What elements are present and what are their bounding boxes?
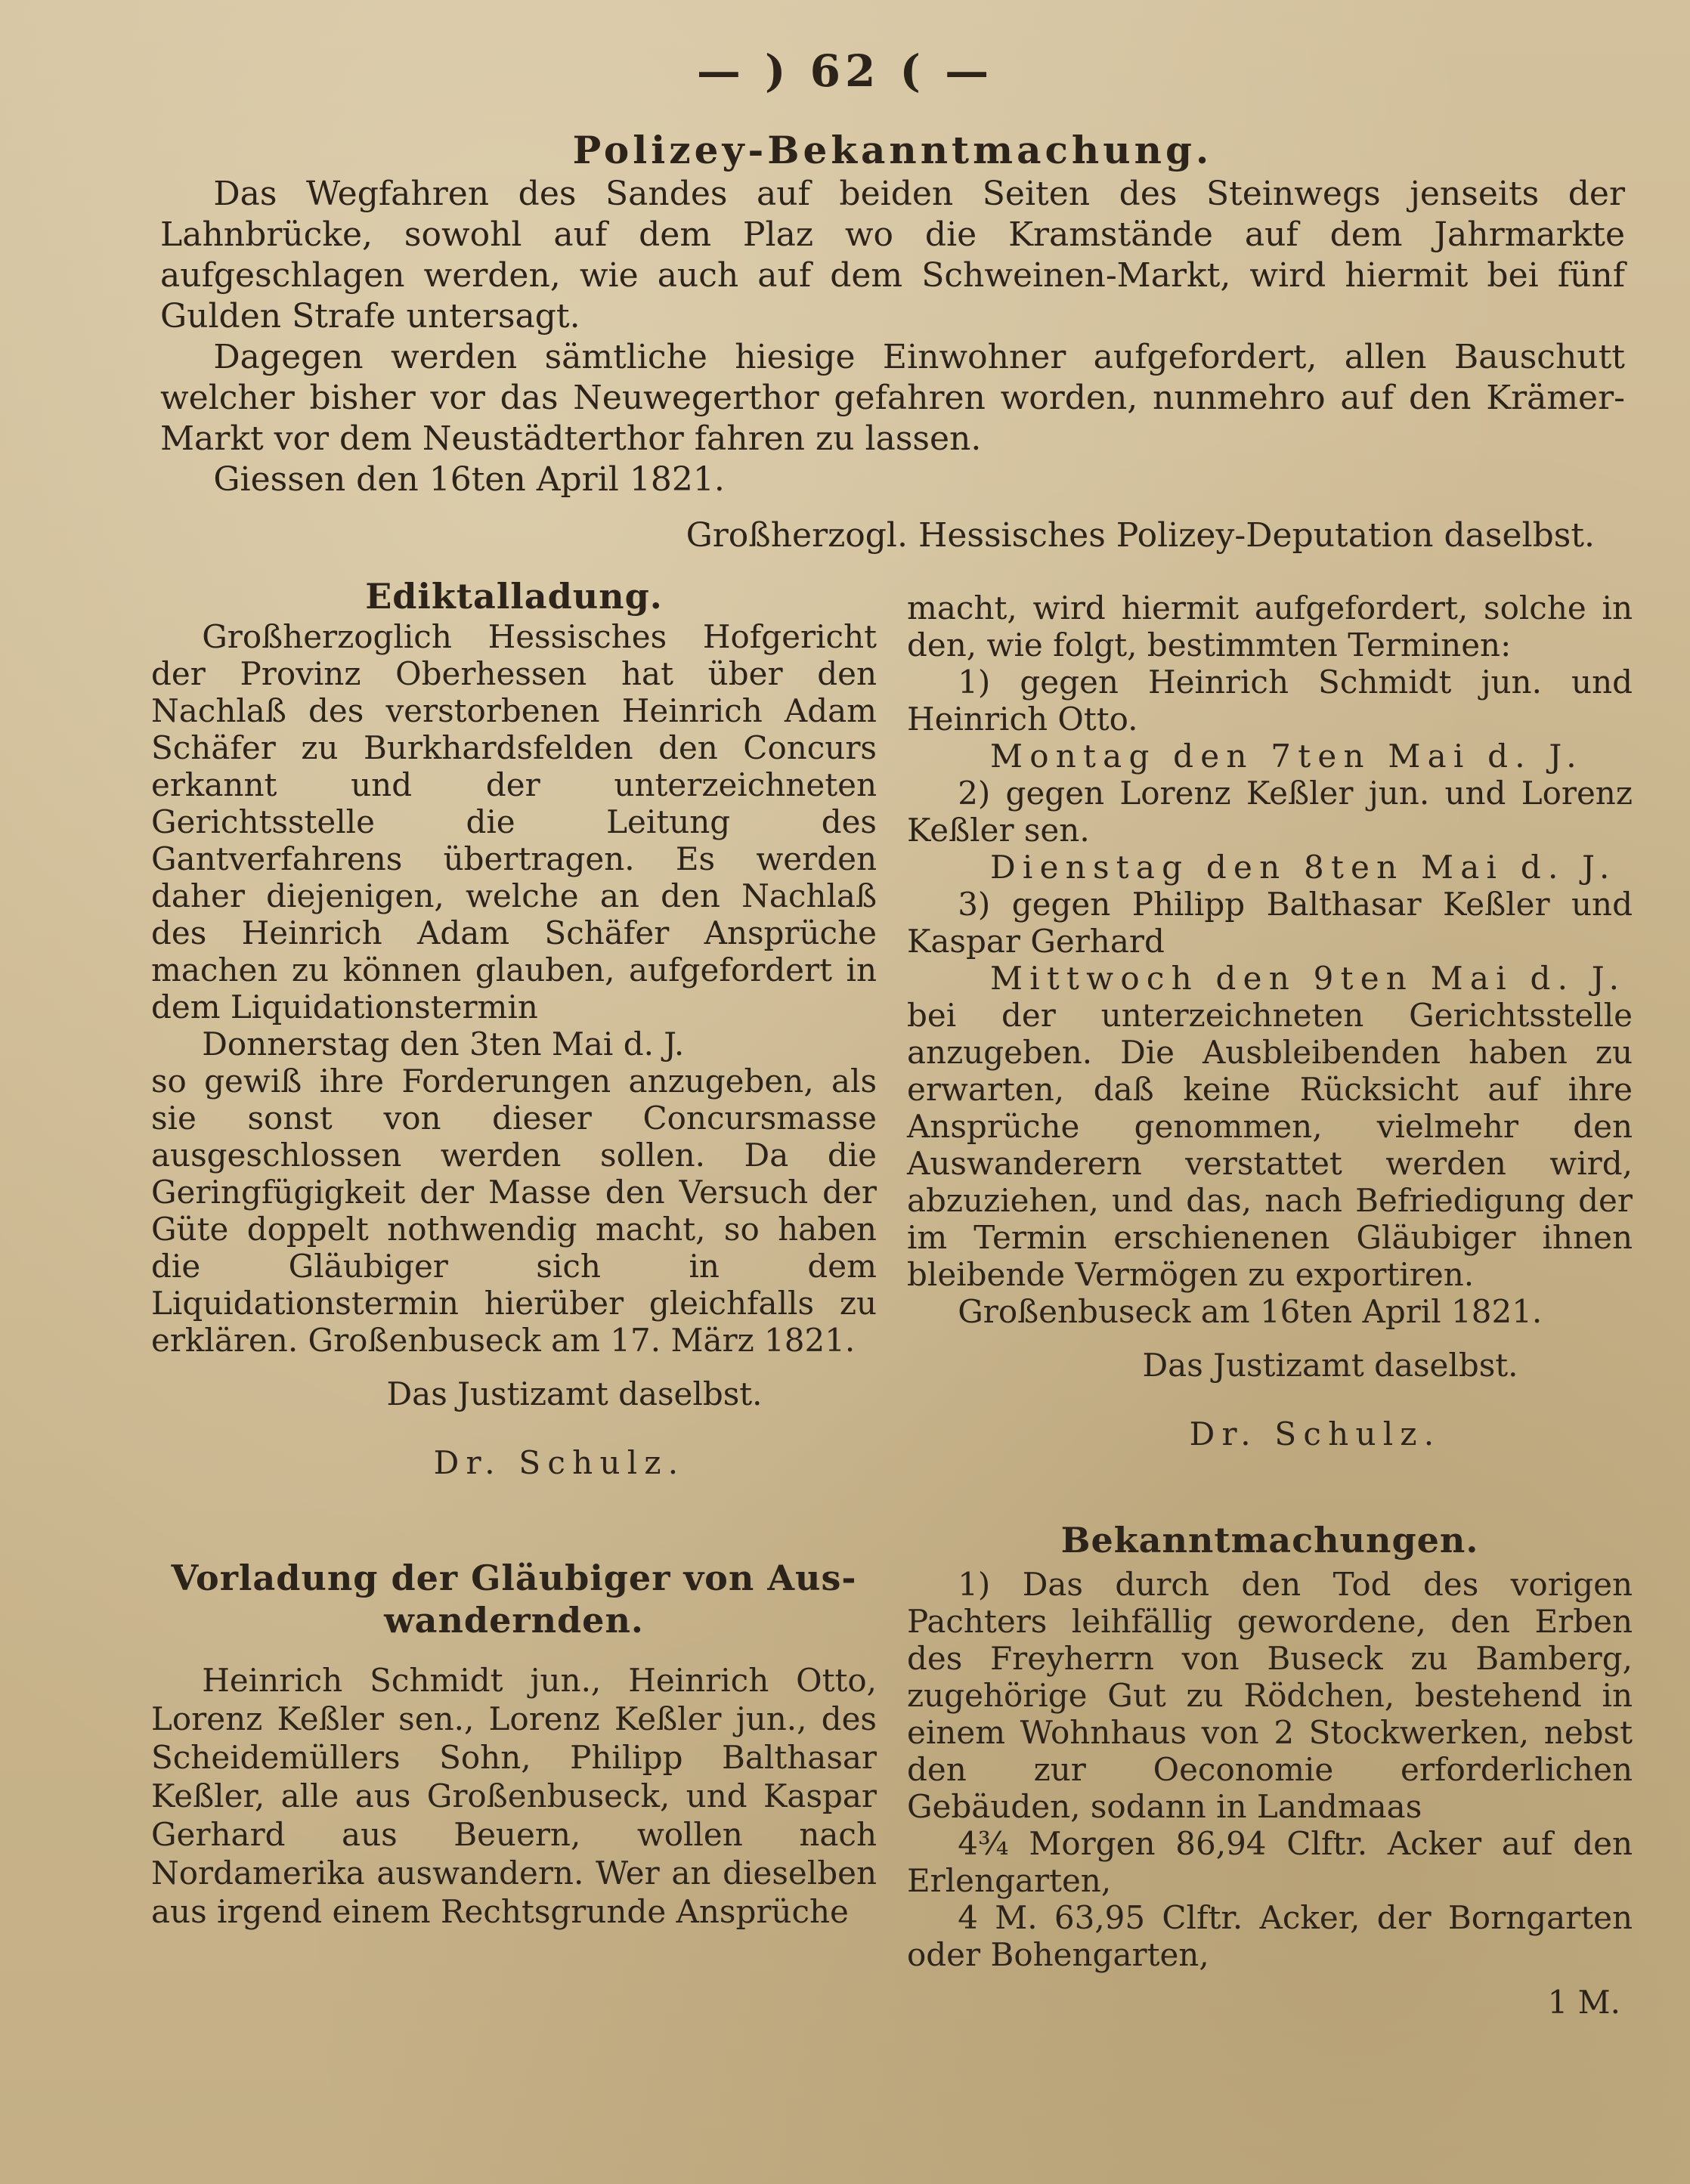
announcements-item-2: 4 M. 63,95 Clftr. Acker, der Borngarten oder Bohengarten, bbox=[907, 1899, 1633, 1973]
edict-summons-signature: Dr. Schulz. bbox=[433, 1444, 686, 1481]
edict-summons-term: Donnerstag den 3ten Mai d. J. bbox=[202, 1025, 685, 1063]
edict-summons bbox=[151, 574, 877, 1513]
police-notice-paragraph-1: Das Wegfahren des Sandes auf beiden Seiten des Steinwegs jenseits der Lahnbrücke, sowohl auf dem Plaz wo die Kramstände auf dem Jahrmarkte aufgeschlagen werden, wie auch auf dem Schweinen-Markt, wird hiermit bei fünf Gulden Strafe untersagt. bbox=[160, 175, 1625, 336]
creditor-summons-title-line-1: Vorladung der Gläubiger von Aus- bbox=[171, 1558, 857, 1598]
creditor-summons-continued bbox=[907, 589, 1633, 1484]
creditor-summons-term-3: 3) gegen Philipp Balthasar Keßler und Kaspar Gerhard bbox=[907, 886, 1633, 960]
police-notice-paragraph-2: Dagegen werden sämtliche hiesige Einwohner aufgefordert, allen Bauschutt welcher bisher vor das Neuwegerthor gefahren worden, nunmehro auf den Krämer-Markt vor dem Neustädterthor fahren zu lassen. bbox=[160, 338, 1625, 458]
creditor-summons-date-1: Montag den 7ten Mai d. J. bbox=[990, 738, 1583, 775]
announcements-catchword: 1 M. bbox=[1547, 1984, 1620, 2021]
creditor-summons-signature: Dr. Schulz. bbox=[1189, 1415, 1441, 1452]
announcements-body: 1) Das durch den Tod des vorigen Pachters leihfällig gewordene, den Erben des Freyherrn von Buseck zu Bamberg, zugehörige Gut zu Rödchen, bestehend in einem Wohnhaus von 2 Stockwerken, nebst den zur Oeconomie erforderlichen Gebäuden, sodann in Landmaas bbox=[907, 1566, 1633, 1825]
edict-summons-body: Großherzoglich Hessisches Hofgericht der Provinz Oberhessen hat über den Nachlaß des verstorbenen Heinrich Adam Schäfer zu Burkhardsfelden den Concurs erkannt und der unterzeichneten Gerichtsstelle die Leitung des Gantverfahrens übertragen. Es werden daher diejenigen, welche an den Nachlaß des Heinrich Adam Schäfer Ansprüche machen zu können glauben, aufgefordert in dem Liquidationstermin bbox=[151, 618, 877, 1025]
announcements-title: Bekanntmachungen. bbox=[1060, 1520, 1479, 1561]
creditor-summons-title-line-2: wandernden. bbox=[384, 1600, 644, 1641]
creditor-summons-body: Heinrich Schmidt jun., Heinrich Otto, Lorenz Keßler sen., Lorenz Keßler jun., des Scheidemüllers Sohn, Philipp Balthasar Keßler, alle aus Großenbuseck, und Kaspar Gerhard aus Beuern, wollen nach Nordamerika auswandern. Wer an dieselben aus irgend einem Rechtsgrunde Ansprüche bbox=[151, 1662, 877, 1930]
edict-summons-title: Ediktalladung. bbox=[365, 576, 663, 617]
creditor-summons-term-2: 2) gegen Lorenz Keßler jun. und Lorenz Keßler sen. bbox=[907, 775, 1633, 849]
police-notice bbox=[160, 127, 1625, 556]
announcements bbox=[907, 1519, 1633, 2053]
creditor-summons-office: Das Justizamt daselbst. bbox=[1142, 1347, 1518, 1384]
creditor-summons-date-2: Dienstag den 8ten Mai d. J. bbox=[990, 849, 1617, 886]
creditor-summons-term-1: 1) gegen Heinrich Schmidt jun. und Heinrich Otto. bbox=[907, 664, 1633, 738]
edict-summons-office: Das Justizamt daselbst. bbox=[386, 1375, 763, 1412]
police-notice-title: Polizey-Bekanntmachung. bbox=[572, 128, 1213, 172]
creditor-summons bbox=[151, 1557, 877, 1931]
announcements-item-1: 4¾ Morgen 86,94 Clftr. Acker auf den Erlengarten, bbox=[907, 1825, 1633, 1899]
creditor-summons-body-2: bei der unterzeichneten Gerichtsstelle anzugeben. Die Ausbleibenden haben zu erwarten, daß keine Rücksicht auf ihre Ansprüche genommen, vielmehr den Auswanderern verstattet werden wird, abzuziehen, und das, nach Befriedigung der im Termin erschienenen Gläubiger ihnen bleibende Vermögen zu exportiren. bbox=[907, 997, 1633, 1293]
creditor-summons-date: Großenbuseck am 16ten April 1821. bbox=[958, 1293, 1543, 1330]
edict-summons-body-2: so gewiß ihre Forderungen anzugeben, als sie sonst von dieser Concursmasse ausgeschlossen werden sollen. Da die Geringfügigkeit der Masse den Versuch der Güte doppelt nothwendig macht, so haben die Gläubiger sich in dem Liquidationstermin hierüber gleichfalls zu erklären. Großenbuseck am 17. März 1821. bbox=[151, 1063, 877, 1359]
creditor-summons-date-3: Mittwoch den 9ten Mai d. J. bbox=[990, 960, 1627, 997]
creditor-summons-continuation: macht, wird hiermit aufgefordert, solche in den, wie folgt, bestimmten Terminen: bbox=[907, 589, 1633, 664]
page-number: — ) 62 ( — bbox=[696, 45, 994, 97]
police-notice-signature: Großherzogl. Hessisches Polizey-Deputation daselbst. bbox=[686, 516, 1595, 555]
police-notice-date: Giessen den 16ten April 1821. bbox=[213, 460, 725, 499]
